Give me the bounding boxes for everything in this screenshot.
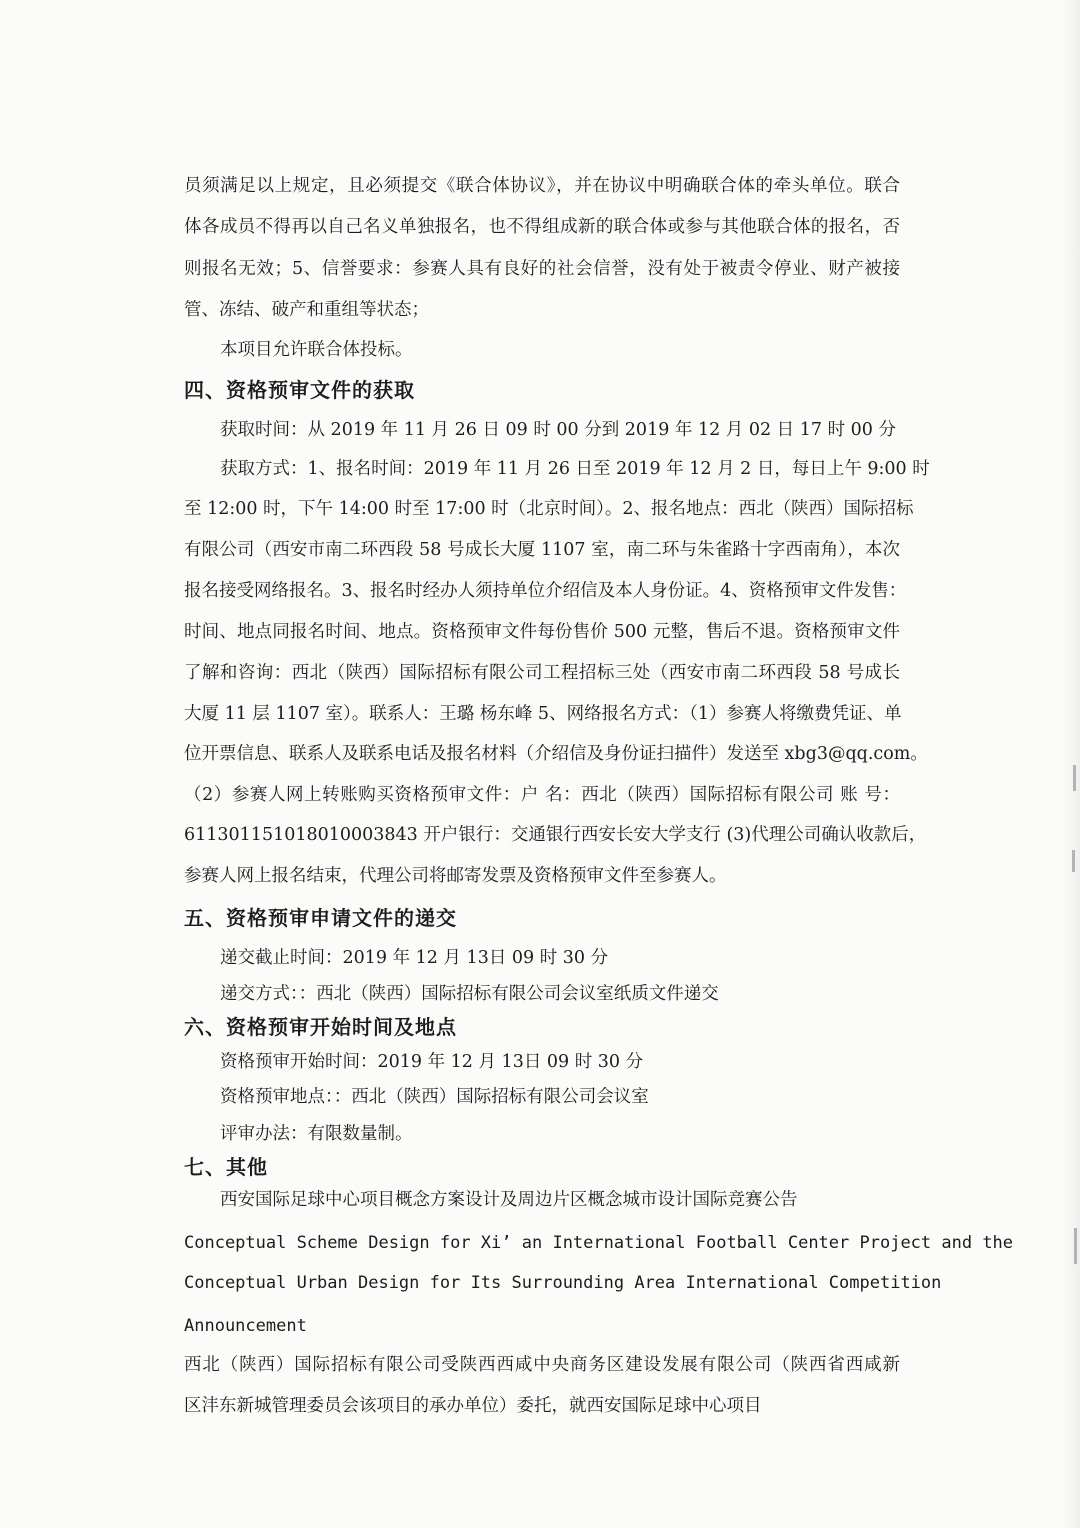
announcement-body-line: 区沣东新城管理委员会该项目的承办单位）委托，就西安国际足球中心项目 [184,1396,762,1416]
acquisition-method-line: （2）参赛人网上转账购买资格预审文件：户 名：西北（陕西）国际招标有限公司 账 号： [184,785,900,805]
acquisition-method-line: 参赛人网上报名结束，代理公司将邮寄发票及资格预审文件至参赛人。 [184,866,727,886]
acquisition-method-line: 大厦 11 层 1107 室）。联系人：王璐 杨东峰 5、网络报名方式：（1）参赛人将缴费凭证、单 [184,704,902,724]
section-6-heading: 六、资格预审开始时间及地点 [184,1015,457,1039]
acquisition-method-line: 位开票信息、联系人及联系电话及报名材料（介绍信及身份证扫描件）发送至 xbg3@qq.com。 [184,744,928,764]
acquisition-time: 获取时间：从 2019 年 11 月 26 日 09 时 00 分到 2019 年 12 月 02 日 17 时 00 分 [220,420,896,440]
section-4-heading: 四、资格预审文件的获取 [184,378,415,402]
review-method: 评审办法：有限数量制。 [220,1124,413,1144]
acquisition-method-line: 至 12:00 时，下午 14:00 时至 17:00 时（北京时间）。2、报名地点：西北（陕西）国际招标 [184,499,914,519]
review-start-time: 资格预审开始时间：2019 年 12 月 13日 09 时 30 分 [220,1052,644,1072]
submission-method: 递交方式：：西北（陕西）国际招标有限公司会议室纸质文件递交 [220,984,719,1004]
section-7-heading: 七、其他 [184,1155,268,1179]
qualification-line: 则报名无效；5、信誉要求：参赛人具有良好的社会信誉，没有处于被责令停业、财产被接 [184,259,900,279]
consortium-note: 本项目允许联合体投标。 [220,340,413,360]
acquisition-method-line: 611301151018010003843 开户银行：交通银行西安长安大学支行 (3)代理公司确认收款后， [184,825,927,845]
acquisition-method-line: 获取方式：1、报名时间：2019 年 11 月 26 日至 2019 年 12 月 2 日，每日上午 9:00 时 [220,459,930,479]
acquisition-method-line: 了解和咨询：西北（陕西）国际招标有限公司工程招标三处（西安市南二环西段 58 号成长 [184,663,901,683]
page-edge-shadow [1062,0,1080,1528]
acquisition-method-line: 有限公司（西安市南二环西段 58 号成长大厦 1107 室，南二环与朱雀路十字西南角），本次 [184,540,900,560]
announcement-title-en-line: Announcement [184,1316,307,1336]
submission-deadline: 递交截止时间：2019 年 12 月 13日 09 时 30 分 [220,948,609,968]
qualification-line: 员须满足以上规定，且必须提交《联合体协议》，并在协议中明确联合体的牵头单位。联合 [184,176,900,196]
acquisition-method-line: 报名接受网络报名。3、报名时经办人须持单位介绍信及本人身份证。4、资格预审文件发售： [184,581,907,601]
section-5-heading: 五、资格预审申请文件的递交 [184,906,457,930]
acquisition-method-line: 时间、地点同报名时间、地点。资格预审文件每份售价 500 元整，售后不退。资格预审文件 [184,622,900,642]
qualification-line: 体各成员不得再以自己名义单独报名，也不得组成新的联合体或参与其他联合体的报名，否 [184,217,900,237]
review-place: 资格预审地点：：西北（陕西）国际招标有限公司会议室 [220,1087,649,1107]
announcement-title-en-line: Conceptual Urban Design for Its Surrounding Area International Competition [184,1273,942,1293]
announcement-body-line: 西北（陕西）国际招标有限公司受陕西西咸中央商务区建设发展有限公司（陕西省西咸新 [184,1355,900,1375]
announcement-title-en-line: Conceptual Scheme Design for Xi’ an International Football Center Project and the [184,1233,1014,1253]
qualification-line: 管、冻结、破产和重组等状态； [184,300,429,320]
announcement-title-cn: 西安国际足球中心项目概念方案设计及周边片区概念城市设计国际竞赛公告 [220,1190,798,1210]
